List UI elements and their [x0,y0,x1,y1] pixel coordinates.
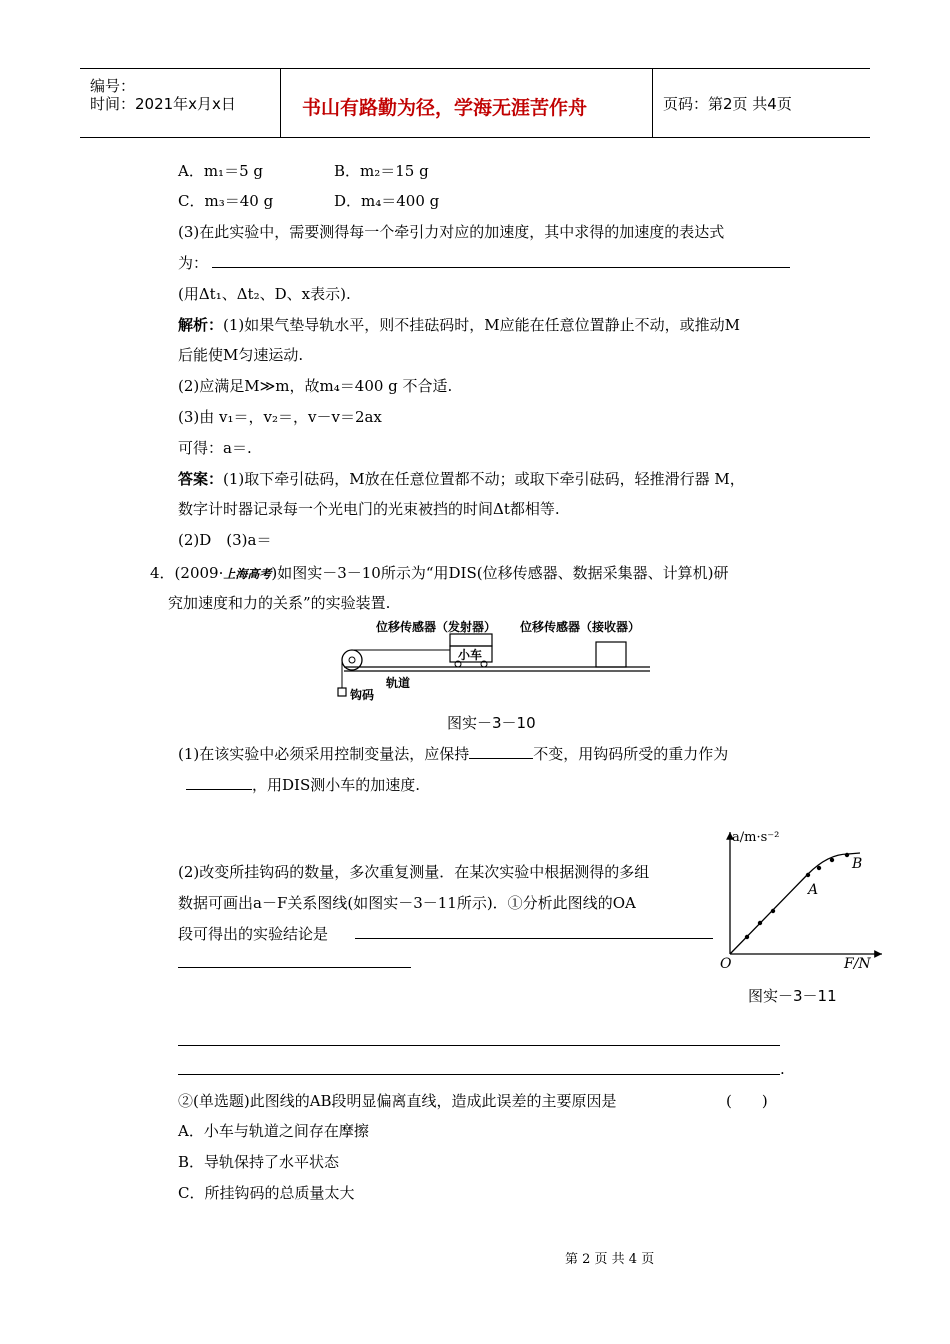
af-curve [730,853,863,954]
graph-y-label: a/m·s⁻² [732,830,780,845]
p2-answer-blank-2[interactable] [178,967,411,968]
period-mark: . [780,1060,785,1078]
q4-p1-line2: ，用DIS测小车的加速度. [186,774,420,795]
graph-origin-label: O [720,956,732,972]
q3-answer-blank[interactable] [212,267,790,268]
q4-source: 上海高考 [223,567,272,581]
answer-label: 答案： [178,470,224,488]
analysis-label: 解析： [178,316,224,334]
emitter-label: 位移传感器（发射器） [376,620,497,634]
q4-p2-line2: 数据可画出a－F关系图线(如图实－3－11所示)．①分析此图线的OA [178,894,636,912]
answer-line2: 数字计时器记录每一个光电门的光束被挡的时间Δt都相等. [178,500,560,518]
q4-intro-line2: 究加速度和力的关系”的实验装置. [168,594,391,612]
weight-label: 钩码 [350,688,375,702]
time-label: 时间：2021年x月x日 [90,95,236,113]
q4-number: 4． [150,564,175,582]
analysis-line3: (2)应满足M≫m，故m₄＝400 g 不合适. [178,377,453,395]
option-d: D．m₄＝400 g [334,192,440,210]
number-label: 编号： [90,77,136,95]
q3-line3: (用Δt₁、Δt₂、D、x表示). [178,285,351,303]
weight-icon [338,688,346,696]
q3-line2 [178,252,208,273]
analysis-line2: 后能使M匀速运动. [178,346,304,364]
p2-answer-blank-4[interactable] [178,1074,780,1075]
choice-b: B．导轨保持了水平状态 [178,1153,340,1171]
data-point [771,909,775,913]
analysis-line5: 可得：a＝. [178,439,252,457]
p2-answer-blank-1[interactable] [355,938,713,939]
choice-c: C．所挂钩码的总质量太大 [178,1184,355,1202]
data-point [817,866,821,870]
choice-a: A．小车与轨道之间存在摩擦 [178,1122,369,1140]
receiver-label: 位移传感器（接收器） [520,620,641,634]
answer-paren[interactable]: ( ) [726,1092,768,1110]
apparatus-diagram [330,614,660,704]
q4-p2-line1: (2)改变所挂钩码的数量，多次重复测量．在某次实验中根据测得的多组 [178,863,650,881]
q4-p3-line: ②(单选题)此图线的AB段明显偏离直线，造成此误差的主要原因是 [178,1092,617,1110]
answer-line3: (2)D (3)a＝ [178,531,272,549]
q4-year: (2009· [174,564,224,582]
option-b: B．m₂＝15 g [334,162,429,180]
data-point [845,853,849,857]
graph-point-a-label: A [808,882,819,898]
header-motto-cell [280,69,653,137]
page-footer: 第 2 页 共 4 页 [565,1252,655,1267]
answer-line1: 答案：(1)取下牵引砝码，M放在任意位置都不动；或取下牵引砝码，轻推滑行器 M， [178,470,745,488]
option-c: C．m₃＝40 g [178,192,274,210]
analysis-line1: 解析：(1)如果气垫导轨水平，则不挂砝码时，M应能在任意位置静止不动，或推动M [178,316,740,334]
p2-answer-blank-3[interactable] [178,1045,780,1046]
data-point [745,935,749,939]
analysis-line4: (3)由 v₁＝，v₂＝，v－v＝2ax [178,408,382,426]
header-meta-cell [80,69,281,137]
graph-point-b-label: B [852,856,863,872]
data-point [758,921,762,925]
data-point [830,858,834,862]
graph-x-label: F/N [844,956,871,972]
track-label: 轨道 [386,676,411,690]
q4-p1-line1: (1)在该实验中必须采用控制变量法，应保持 不变，用钩码所受的重力作为 [178,745,729,763]
data-point [806,873,810,877]
cart-label: 小车 [458,648,483,662]
option-a: A．m₁＝5 g [178,162,263,180]
af-graph [720,826,890,976]
af-graph-svg [720,826,890,976]
receiver-icon [596,642,626,667]
motto: 书山有路勤为径，学海无涯苦作舟 [302,97,588,119]
figure-caption-10: 图实－3－10 [447,714,536,732]
p1-blank-2[interactable] [186,775,252,790]
figure-caption-11: 图实－3－11 [748,987,837,1005]
q3-line1: (3)在此实验中，需要测得每一个牵引力对应的加速度，其中求得的加速度的表达式 [178,223,725,241]
header-page-cell [653,69,870,137]
q4-intro-line1: 4．(2009·上海高考)如图实－3－10所示为“用DIS(位移传感器、数据采集器、计算机)研 [150,564,729,582]
page-header [80,68,870,138]
q3-prefix: 为： [178,254,209,272]
p1-blank-1[interactable] [469,744,533,759]
q4-p2-line3: 段可得出的实验结论是 [178,925,329,943]
emitter-icon [450,634,492,646]
page-label: 页码：第2页 共4页 [663,95,792,113]
